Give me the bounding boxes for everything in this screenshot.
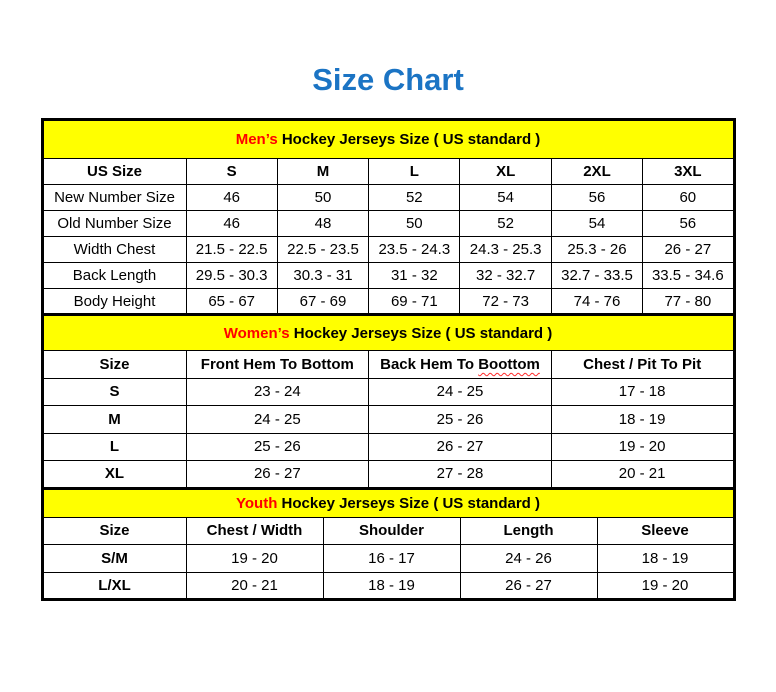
value-cell: 65 - 67	[186, 289, 277, 315]
column-header-cell: Chest / Pit To Pit	[551, 351, 734, 379]
value-cell: 21.5 - 22.5	[186, 237, 277, 263]
value-cell: 26 - 27	[643, 237, 734, 263]
column-header-cell: S	[186, 159, 277, 185]
value-cell: 25 - 26	[369, 406, 552, 434]
value-cell: 22.5 - 23.5	[277, 237, 368, 263]
column-header-cell: L	[369, 159, 460, 185]
value-cell: 48	[277, 211, 368, 237]
value-cell: 50	[277, 185, 368, 211]
value-cell: 32 - 32.7	[460, 263, 551, 289]
value-cell: 24 - 25	[369, 378, 552, 406]
table-row	[42, 433, 734, 461]
table-row	[42, 378, 734, 406]
column-header-cell: 3XL	[643, 159, 734, 185]
value-cell: 26 - 27	[369, 433, 552, 461]
table-row	[42, 461, 734, 489]
banner-row	[42, 488, 734, 517]
header-text: Back Hem To	[380, 355, 479, 373]
misspelled-word: Boottom	[478, 355, 540, 373]
banner-rest-text: Hockey Jerseys Size ( US standard )	[277, 494, 540, 512]
size-tables-container	[41, 118, 736, 601]
banner-highlight-text: Women’s	[223, 324, 290, 342]
value-cell: 54	[460, 185, 551, 211]
column-header-cell: Length	[460, 517, 597, 545]
value-cell: 24.3 - 25.3	[460, 237, 551, 263]
value-cell: 24 - 25	[186, 406, 369, 434]
column-header-cell: M	[277, 159, 368, 185]
value-cell: 25.3 - 26	[551, 237, 642, 263]
row-label-cell: L	[42, 433, 186, 461]
value-cell: 52	[460, 211, 551, 237]
page-title: Size Chart	[312, 62, 464, 97]
column-header-row	[42, 159, 734, 185]
banner-rest-text: Hockey Jerseys Size ( US standard )	[277, 131, 541, 148]
banner-highlight-text: Youth	[236, 494, 278, 512]
value-cell: 74 - 76	[551, 289, 642, 315]
column-header-cell: Size	[42, 517, 186, 545]
column-header-cell: Size	[42, 351, 186, 379]
mens-section-banner	[42, 120, 734, 159]
banner-highlight-text: Men’s	[235, 131, 278, 148]
column-header-cell: Chest / Width	[186, 517, 323, 545]
table-row	[42, 211, 734, 237]
value-cell: 56	[643, 211, 734, 237]
row-label-cell: Width Chest	[42, 237, 186, 263]
table-row	[42, 545, 734, 573]
row-label-cell: Back Length	[42, 263, 186, 289]
value-cell: 23.5 - 24.3	[369, 237, 460, 263]
column-header-cell: Front Hem To Bottom	[186, 351, 369, 379]
value-cell: 26 - 27	[460, 572, 597, 600]
value-cell: 18 - 19	[323, 572, 460, 600]
womens-section-banner	[42, 315, 734, 351]
value-cell: 30.3 - 31	[277, 263, 368, 289]
column-header-row	[42, 517, 734, 545]
value-cell: 46	[186, 211, 277, 237]
banner-rest-text: Hockey Jerseys Size ( US standard )	[289, 324, 553, 342]
value-cell: 19 - 20	[551, 433, 734, 461]
row-label-cell: L/XL	[42, 572, 186, 600]
value-cell: 50	[369, 211, 460, 237]
value-cell: 33.5 - 34.6	[643, 263, 734, 289]
table-row	[42, 237, 734, 263]
row-label-cell: S	[42, 378, 186, 406]
row-label-cell: New Number Size	[42, 185, 186, 211]
value-cell: 20 - 21	[551, 461, 734, 489]
column-header-row	[42, 351, 734, 379]
column-header-cell: Shoulder	[323, 517, 460, 545]
value-cell: 29.5 - 30.3	[186, 263, 277, 289]
table-row	[42, 185, 734, 211]
value-cell: 69 - 71	[369, 289, 460, 315]
column-header-cell: 2XL	[551, 159, 642, 185]
value-cell: 17 - 18	[551, 378, 734, 406]
value-cell: 31 - 32	[369, 263, 460, 289]
column-header-cell: XL	[460, 159, 551, 185]
row-label-cell: S/M	[42, 545, 186, 573]
row-label-cell: Old Number Size	[42, 211, 186, 237]
table-row	[42, 263, 734, 289]
value-cell: 24 - 26	[460, 545, 597, 573]
womens-size-table	[41, 313, 736, 490]
value-cell: 19 - 20	[186, 545, 323, 573]
value-cell: 60	[643, 185, 734, 211]
value-cell: 52	[369, 185, 460, 211]
mens-size-table	[41, 118, 736, 316]
value-cell: 32.7 - 33.5	[551, 263, 642, 289]
youth-size-table	[41, 487, 736, 602]
table-row	[42, 406, 734, 434]
youth-section-banner	[42, 488, 734, 517]
value-cell: 19 - 20	[597, 572, 734, 600]
value-cell: 23 - 24	[186, 378, 369, 406]
row-label-cell: XL	[42, 461, 186, 489]
banner-row	[42, 120, 734, 159]
value-cell: 26 - 27	[186, 461, 369, 489]
value-cell: 20 - 21	[186, 572, 323, 600]
value-cell: 27 - 28	[369, 461, 552, 489]
value-cell: 25 - 26	[186, 433, 369, 461]
value-cell: 72 - 73	[460, 289, 551, 315]
value-cell: 18 - 19	[551, 406, 734, 434]
table-row	[42, 289, 734, 315]
row-label-cell: M	[42, 406, 186, 434]
column-header-cell	[369, 351, 552, 379]
womens-size-section	[41, 313, 736, 490]
youth-size-section	[41, 487, 736, 602]
table-row	[42, 572, 734, 600]
value-cell: 56	[551, 185, 642, 211]
banner-row	[42, 315, 734, 351]
value-cell: 18 - 19	[597, 545, 734, 573]
value-cell: 16 - 17	[323, 545, 460, 573]
value-cell: 67 - 69	[277, 289, 368, 315]
value-cell: 77 - 80	[643, 289, 734, 315]
value-cell: 54	[551, 211, 642, 237]
row-label-cell: Body Height	[42, 289, 186, 315]
mens-size-section	[41, 118, 736, 316]
column-header-cell: Sleeve	[597, 517, 734, 545]
value-cell: 46	[186, 185, 277, 211]
column-header-cell: US Size	[42, 159, 186, 185]
